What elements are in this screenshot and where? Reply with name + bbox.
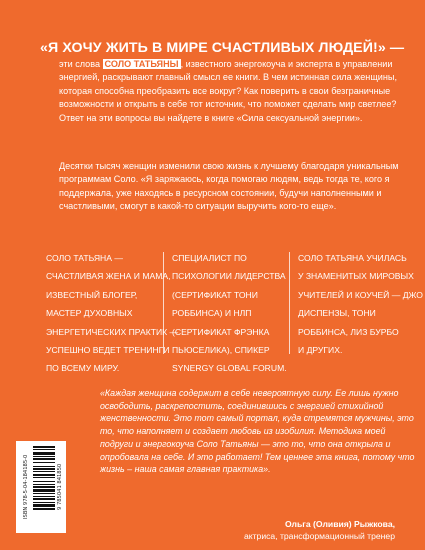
bio-line: СОЛО ТАТЬЯНА — (46, 253, 123, 263)
barcode-bar (33, 477, 55, 478)
isbn-label: ISBN 978-5-04-184185-0 (23, 454, 29, 520)
barcode-bar (33, 496, 55, 497)
barcode-bar (33, 493, 55, 494)
barcode-bar (33, 504, 55, 507)
intro-before: эти слова (59, 59, 103, 69)
bio-line: РОББИНСА, ЛИЗ БУРБО (298, 326, 399, 337)
barcode-bar (33, 468, 55, 470)
barcode-bar (33, 484, 55, 485)
author-name-highlight: СОЛО ТАТЬЯНЫ (104, 59, 179, 69)
barcode-digits: 9 785041 841850 (57, 463, 63, 511)
testimonial-quote: «Каждая женщина содержит в себе невероятную силу. Ее лишь нужно освободить, раскрепостить, соединившись с энергией стихийной женственности. Это тот самый портал, куда стремятся мужчины, это то, что наполняет и создает любовь из изобилия. Методика моей подруги и энергокоуча Соло Татьяны — это то, что она открыла и опробовала на себе. И это работает! Тем ценнее эта книга, потому что жизнь – наша самая главная практика». (100, 388, 415, 475)
intro-after: , известного энергокоуча и эксперта в управлении энергией, раскрывают главный смысл ее книги. В чем истинная сила женщины, которая способна преобразить все вокруг? Как поверить в свои безграничные возможности и открыть в себе тот источник, что поможет сделать мир светлее? Ответ на эти вопросы вы найдете в книге «Сила сексуальной энергии». (59, 59, 397, 123)
bio-line: ПЬЮСЕЛИКА), СПИКЕР (172, 345, 270, 356)
bio-line: ДИСПЕНЗЫ, ТОНИ (298, 308, 376, 319)
bio-column-1 (46, 249, 179, 378)
barcode-icon (33, 445, 55, 529)
bio-line: СПЕЦИАЛИСТ ПО (172, 253, 247, 263)
barcode-bar (33, 449, 55, 450)
bio-line: ИЗВЕСТНЫЙ БЛОГЕР, (46, 289, 138, 300)
bio-line: (СЕРТИФИКАТ ФРЭНКА (172, 326, 270, 337)
barcode-block (16, 441, 66, 533)
barcode-bar (33, 452, 55, 455)
testimonial-author (244, 519, 395, 542)
bio-line: ПСИХОЛОГИИ ЛИДЕРСТВА (172, 271, 286, 282)
column-divider (289, 252, 290, 354)
headline: «Я ХОЧУ ЖИТЬ В МИРЕ СЧАСТЛИВЫХ ЛЮДЕЙ!» — (40, 40, 405, 56)
barcode-bar (33, 446, 55, 448)
barcode-bar (33, 462, 55, 463)
barcode-bar (33, 481, 55, 482)
intro-paragraph (59, 58, 399, 125)
bio-line: РОББИНСА) И НЛП (172, 308, 252, 319)
column-divider (163, 252, 164, 354)
barcode-bar (33, 486, 55, 488)
second-paragraph: Десятки тысяч женщин изменили свою жизнь к лучшему благодаря уникальным программам Соло. «Я заряжаюсь, когда помогаю людям, ведь тогда те, кого я поддержала, уже находясь в ресурсном состоянии, будучи наполненными и счастливыми, смогут в какой-то ситуации выручить кого-то еще». (59, 161, 399, 212)
barcode-bar (33, 466, 55, 467)
bio-line: У ЗНАМЕНИТЫХ МИРОВЫХ (298, 271, 414, 282)
barcode-bar (33, 508, 55, 510)
bio-line: SYNERGY GLOBAL FORUM. (172, 363, 287, 374)
bio-line: И ДРУГИХ. (298, 345, 343, 356)
bio-line: ПО ВСЕМУ МИРУ. (46, 363, 120, 374)
barcode-bar (33, 458, 55, 460)
bio-line: СЧАСТЛИВАЯ ЖЕНА И МАМА, (46, 271, 171, 282)
barcode-bar (33, 471, 55, 472)
bio-line: МАСТЕР ДУХОВНЫХ (46, 308, 133, 319)
bio-line: ЭНЕРГЕТИЧЕСКИХ ПРАКТИК — (46, 326, 179, 337)
bio-column-2 (172, 249, 287, 378)
author-role: актриса, трансформационный тренер (243, 530, 395, 541)
bio-line: СОЛО ТАТЬЯНА УЧИЛАСЬ (298, 253, 407, 263)
author-name: Ольга (Оливия) Рыжкова, (284, 519, 395, 529)
bio-line: УЧИТЕЛЕЙ И КОУЧЕЙ — ДЖО (298, 289, 423, 300)
barcode-bar (33, 456, 55, 457)
barcode-bar (33, 502, 55, 503)
bio-column-3 (298, 249, 423, 359)
barcode-bar (33, 498, 55, 500)
bio-line: (СЕРТИФИКАТ ТОНИ (172, 289, 258, 300)
bio-line: УСПЕШНО ВЕДЕТ ТРЕНИНГИ (46, 345, 170, 356)
barcode-bar (33, 474, 55, 476)
barcode-bar (33, 489, 55, 492)
